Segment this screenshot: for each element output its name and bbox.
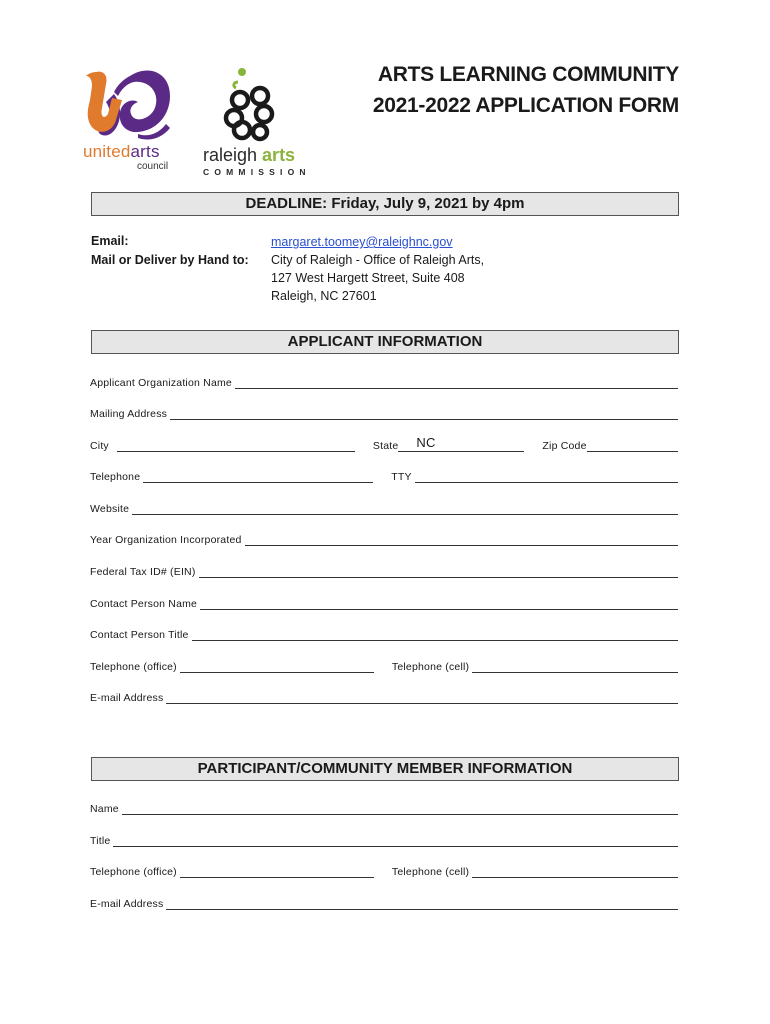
form-title — [373, 59, 679, 121]
website-row — [90, 499, 678, 515]
participant-title-label: Title — [90, 835, 111, 847]
mailing-address-field[interactable] — [170, 408, 678, 420]
website-field[interactable] — [132, 503, 678, 515]
mailing-address-row — [90, 404, 678, 420]
org-name-label: Applicant Organization Name — [90, 377, 232, 389]
participant-phones-row — [90, 862, 678, 878]
applicant-email-row — [90, 688, 678, 704]
org-name-row — [90, 373, 678, 389]
participant-tel-cell-field[interactable] — [472, 866, 678, 878]
deadline-banner: DEADLINE: Friday, July 9, 2021 by 4pm — [91, 192, 679, 216]
participant-email-label: E-mail Address — [90, 898, 164, 910]
year-incorporated-label: Year Organization Incorporated — [90, 534, 242, 546]
applicant-email-label: E-mail Address — [90, 692, 164, 704]
state-field[interactable] — [398, 435, 524, 452]
participant-tel-cell-label: Telephone (cell) — [391, 866, 470, 878]
website-label: Website — [90, 503, 130, 515]
tax-id-row — [90, 562, 678, 578]
org-name-field[interactable] — [235, 377, 678, 389]
state-label: State — [372, 440, 399, 452]
year-incorporated-field[interactable] — [245, 534, 678, 546]
participant-section-heading: PARTICIPANT/COMMUNITY MEMBER INFORMATION — [91, 757, 679, 781]
participant-name-label: Name — [90, 803, 119, 815]
tty-field[interactable] — [415, 471, 678, 483]
participant-email-row — [90, 894, 678, 910]
contact-title-field[interactable] — [192, 629, 678, 641]
participant-tel-office-label: Telephone (office) — [90, 866, 177, 878]
email-label: Email: — [91, 234, 129, 248]
contact-title-row — [90, 625, 678, 641]
form-title-line1: ARTS LEARNING COMMUNITY — [377, 63, 679, 86]
telephone-field[interactable] — [143, 471, 373, 483]
year-incorporated-row — [90, 530, 678, 546]
mail-label: Mail or Deliver by Hand to: — [91, 253, 249, 267]
form-title-line2: 2021-2022 APPLICATION FORM — [372, 94, 679, 117]
raleigh-arts-commission-text: COMMISSION — [203, 167, 311, 177]
mailing-address-label: Mailing Address — [90, 408, 168, 420]
participant-name-field[interactable] — [122, 803, 678, 815]
telephone-label: Telephone — [90, 471, 141, 483]
contact-name-field[interactable] — [200, 598, 678, 610]
united-arts-council-text: council — [137, 161, 169, 172]
address-line-3: Raleigh, NC 27601 — [271, 289, 377, 303]
city-state-zip-row — [90, 436, 678, 452]
state-value: NC — [416, 435, 436, 450]
applicant-tel-office-field[interactable] — [180, 661, 374, 673]
tax-id-field[interactable] — [199, 566, 678, 578]
tax-id-label: Federal Tax ID# (EIN) — [90, 566, 196, 578]
participant-title-field[interactable] — [113, 835, 678, 847]
applicant-section-heading: APPLICANT INFORMATION — [91, 330, 679, 354]
applicant-tel-cell-field[interactable] — [472, 661, 678, 673]
raleigh-arts-wordmark: raleigh arts — [203, 145, 296, 165]
zip-field[interactable] — [587, 440, 678, 452]
applicant-email-field[interactable] — [166, 692, 678, 704]
participant-email-field[interactable] — [166, 898, 678, 910]
email-link[interactable]: margaret.toomey@raleighnc.gov — [271, 235, 453, 249]
raleigh-arts-logo-mark — [220, 66, 284, 142]
applicant-phones-row — [90, 657, 678, 673]
participant-title-row — [90, 831, 678, 847]
united-arts-wordmark: unitedarts — [83, 142, 160, 161]
participant-tel-office-field[interactable] — [180, 866, 374, 878]
zip-label: Zip Code — [542, 440, 587, 452]
address-line-2: 127 West Hargett Street, Suite 408 — [271, 271, 465, 285]
city-label: City — [90, 440, 109, 452]
applicant-tel-cell-label: Telephone (cell) — [391, 661, 470, 673]
city-field[interactable] — [117, 440, 355, 452]
address-line-1: City of Raleigh - Office of Raleigh Arts, — [271, 253, 485, 267]
applicant-tel-office-label: Telephone (office) — [90, 661, 177, 673]
contact-name-row — [90, 594, 678, 610]
tty-label: TTY — [391, 471, 412, 483]
contact-name-label: Contact Person Name — [90, 598, 198, 610]
participant-name-row — [90, 799, 678, 815]
telephone-tty-row — [90, 467, 678, 483]
submission-details — [271, 233, 484, 305]
contact-title-label: Contact Person Title — [90, 629, 189, 641]
